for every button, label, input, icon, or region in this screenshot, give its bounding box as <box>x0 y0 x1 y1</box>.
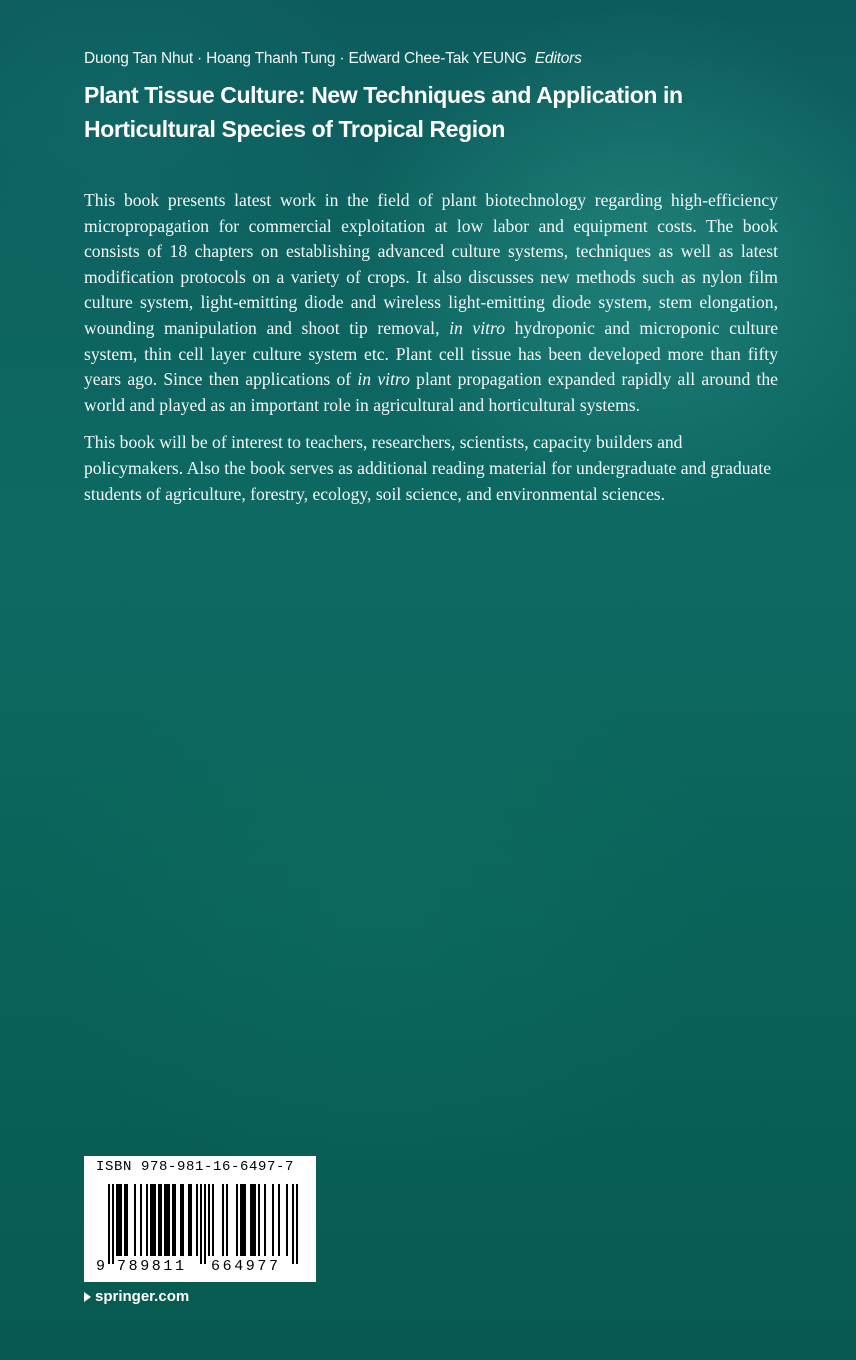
barcode-bar <box>160 1184 162 1256</box>
barcode-bar <box>116 1184 118 1256</box>
springer-link[interactable] <box>84 1288 189 1305</box>
barcode-bar <box>212 1184 214 1256</box>
barcode-bar <box>242 1184 244 1256</box>
description-p1-part2: hydroponic and microponic culture system, thin cell layer culture system etc. Plant cell tissue has been developed more than fifty years ago. Since then applications of <box>84 317 779 390</box>
barcode-bar <box>188 1184 190 1256</box>
barcode-bar <box>108 1184 110 1264</box>
arrow-right-icon <box>84 1292 91 1302</box>
barcode-bar <box>152 1184 154 1256</box>
barcode-graphic <box>84 1180 316 1280</box>
barcode-bar <box>180 1184 182 1256</box>
barcode-bar <box>166 1184 168 1256</box>
barcode-bar <box>292 1184 294 1264</box>
barcode-bar <box>240 1184 242 1256</box>
editor-names: Duong Tan Nhut · Hoang Thanh Tung · Edward Chee-Tak YEUNG <box>84 50 527 67</box>
description-p1-italic1: in vitro <box>449 317 505 338</box>
barcode-bar <box>172 1184 174 1256</box>
barcode-bar <box>174 1184 176 1256</box>
barcode-bar <box>278 1184 280 1256</box>
barcode-bar <box>252 1184 254 1256</box>
description-p1-part3: plant propagation expanded rapidly all around the world and played as an important role in agricultural and horticultural systems. <box>84 369 778 415</box>
book-title <box>84 78 784 146</box>
barcode-digits: 9 <box>96 1258 108 1275</box>
book-title-line-2: Horticultural Species of Tropical Region <box>84 116 506 142</box>
barcode-bar <box>164 1184 166 1256</box>
barcode-bar <box>208 1184 210 1256</box>
barcode-bar <box>120 1184 122 1256</box>
barcode-bar <box>112 1184 114 1264</box>
barcode-bar <box>126 1184 128 1256</box>
barcode-bar <box>118 1184 120 1256</box>
barcode-bar <box>158 1184 160 1256</box>
barcode-bar <box>168 1184 170 1256</box>
description-paragraph-1 <box>84 188 778 418</box>
barcode-bar <box>154 1184 156 1256</box>
barcode-bar <box>200 1184 202 1264</box>
description-p1-italic2: in vitro <box>357 369 410 390</box>
barcode-bar <box>286 1184 288 1256</box>
barcode-bar <box>226 1184 228 1256</box>
barcode-bar <box>140 1184 142 1256</box>
barcode-bar <box>254 1184 256 1256</box>
barcode-bar <box>150 1184 152 1256</box>
barcode-bar <box>124 1184 126 1256</box>
barcode-bar <box>182 1184 184 1256</box>
barcode-bar <box>258 1184 260 1256</box>
barcode-bar <box>236 1184 238 1256</box>
barcode-bar <box>296 1184 298 1264</box>
editors-role: Editors <box>534 50 582 67</box>
isbn-barcode <box>84 1156 316 1282</box>
barcode-bar <box>134 1184 136 1256</box>
barcode-bar <box>244 1184 246 1256</box>
springer-website: springer.com <box>95 1288 190 1305</box>
editors-line <box>84 50 582 68</box>
description-p1-part1: This book presents latest work in the field of plant biotechnology regarding high-efficiency micropropagation for commercial exploitation at low labor and equipment costs. The book consists of 18 chapters on establishing advanced culture systems, techniques as well as latest modification protocols on a variety of crops. It also discusses new methods such as nylon film culture system, light-emitting diode and wireless light-emitting diode system, stem elongation, wounding manipulation and shoot tip removal, <box>84 190 778 338</box>
barcode-bar <box>146 1184 148 1256</box>
barcode-digits: 664977 <box>211 1258 281 1275</box>
barcode-bar <box>272 1184 274 1256</box>
barcode-digits: 789811 <box>117 1258 187 1275</box>
barcode-bar <box>196 1184 198 1256</box>
book-title-line-1: Plant Tissue Culture: New Techniques and Application in <box>84 82 683 108</box>
barcode-bar <box>204 1184 206 1264</box>
book-description <box>84 188 778 519</box>
isbn-label: ISBN 978-981-16-6497-7 <box>96 1159 295 1175</box>
barcode-bar <box>222 1184 224 1256</box>
description-paragraph-2: This book will be of interest to teachers, researchers, scientists, capacity builders and policymakers. Also the book serves as additional reading material for undergraduate and graduate students of agriculture, forestry, ecology, soil science, and environmental sciences. <box>84 432 772 504</box>
barcode-bar <box>190 1184 192 1256</box>
barcode-bar <box>264 1184 266 1256</box>
barcode-bar <box>250 1184 252 1256</box>
